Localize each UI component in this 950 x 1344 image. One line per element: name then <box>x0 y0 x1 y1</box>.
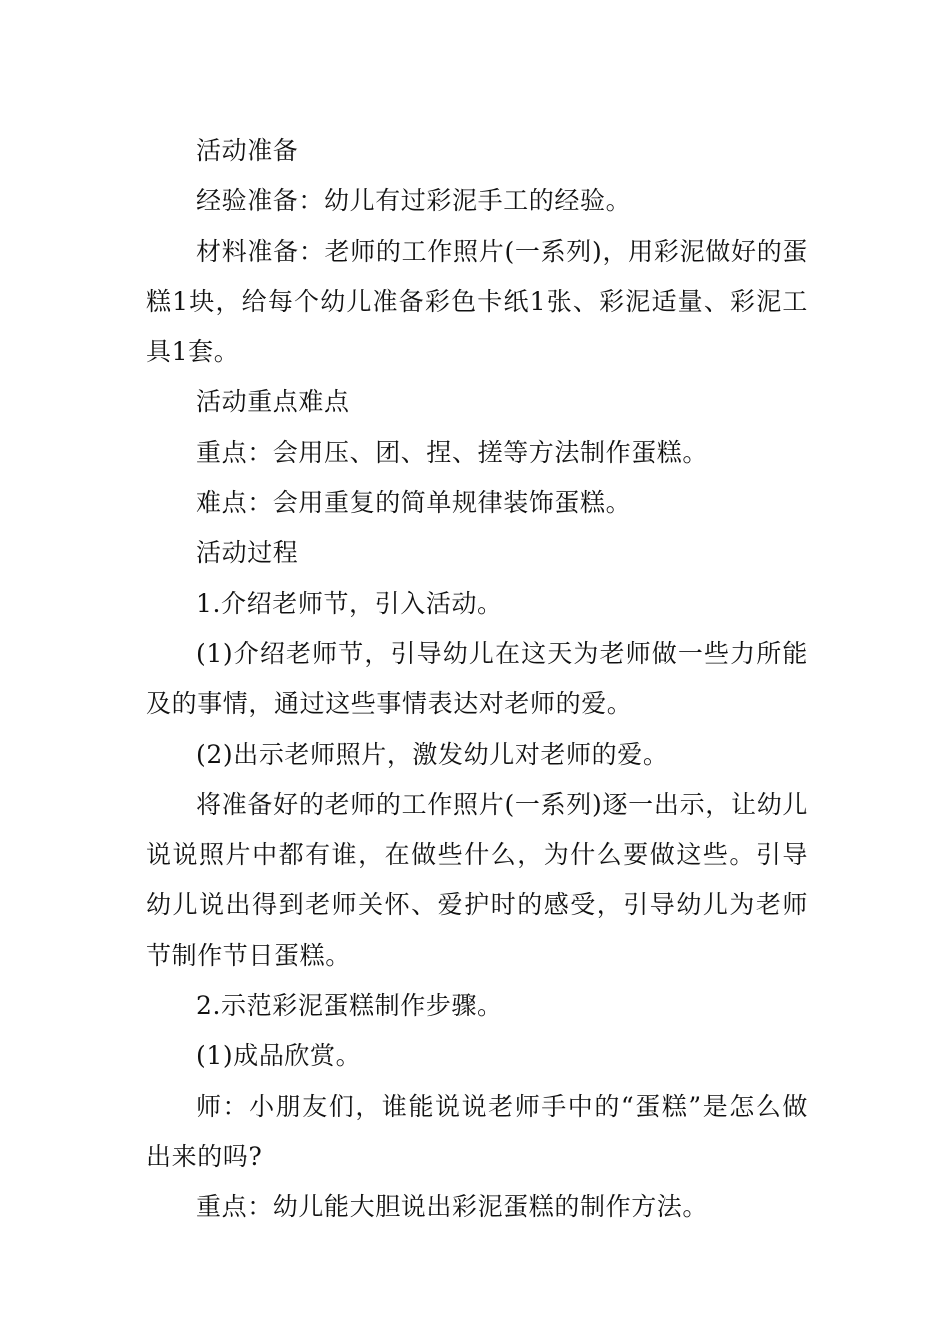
paragraph-experience-preparation: 经验准备：幼儿有过彩泥手工的经验。 <box>196 186 632 216</box>
paragraph-material-preparation: 材料准备：老师的工作照片(一系列)，用彩泥做好的蛋糕1块，给每个幼儿准备彩色卡纸1张、彩泥适量、彩泥工具1套。 <box>146 236 808 367</box>
paragraph-key-point: 重点：会用压、团、捏、搓等方法制作蛋糕。 <box>196 437 709 467</box>
step-2-title: 2.示范彩泥蛋糕制作步骤。 <box>196 991 503 1021</box>
step-2-substep-1: (1)成品欣赏。 <box>196 1041 362 1071</box>
step-1-substep-1: (1)介绍老师节，引导幼儿在这天为老师做一些力所能及的事情，通过这些事情表达对老师的爱。 <box>146 638 808 719</box>
heading-key-difficult-points: 活动重点难点 <box>196 387 350 417</box>
paragraph-teacher-question: 师：小朋友们，谁能说说老师手中的“蛋糕”是怎么做出来的吗? <box>146 1091 808 1171</box>
paragraph-key-point-2: 重点：幼儿能大胆说出彩泥蛋糕的制作方法。 <box>196 1192 709 1222</box>
heading-activity-process: 活动过程 <box>196 538 299 568</box>
paragraph-photo-description: 将准备好的老师的工作照片(一系列)逐一出示，让幼儿说说照片中都有谁，在做些什么，为什么要做这些。引导幼儿说出得到老师关怀、爱护时的感受，引导幼儿为老师节制作节日蛋糕。 <box>146 789 808 970</box>
step-1-title: 1.介绍老师节，引入活动。 <box>196 588 503 618</box>
heading-activity-preparation: 活动准备 <box>196 136 299 165</box>
paragraph-difficult-point: 难点：会用重复的简单规律装饰蛋糕。 <box>196 488 632 518</box>
document-body <box>146 126 808 1233</box>
step-1-substep-2: (2)出示老师照片，激发幼儿对老师的爱。 <box>196 739 669 769</box>
